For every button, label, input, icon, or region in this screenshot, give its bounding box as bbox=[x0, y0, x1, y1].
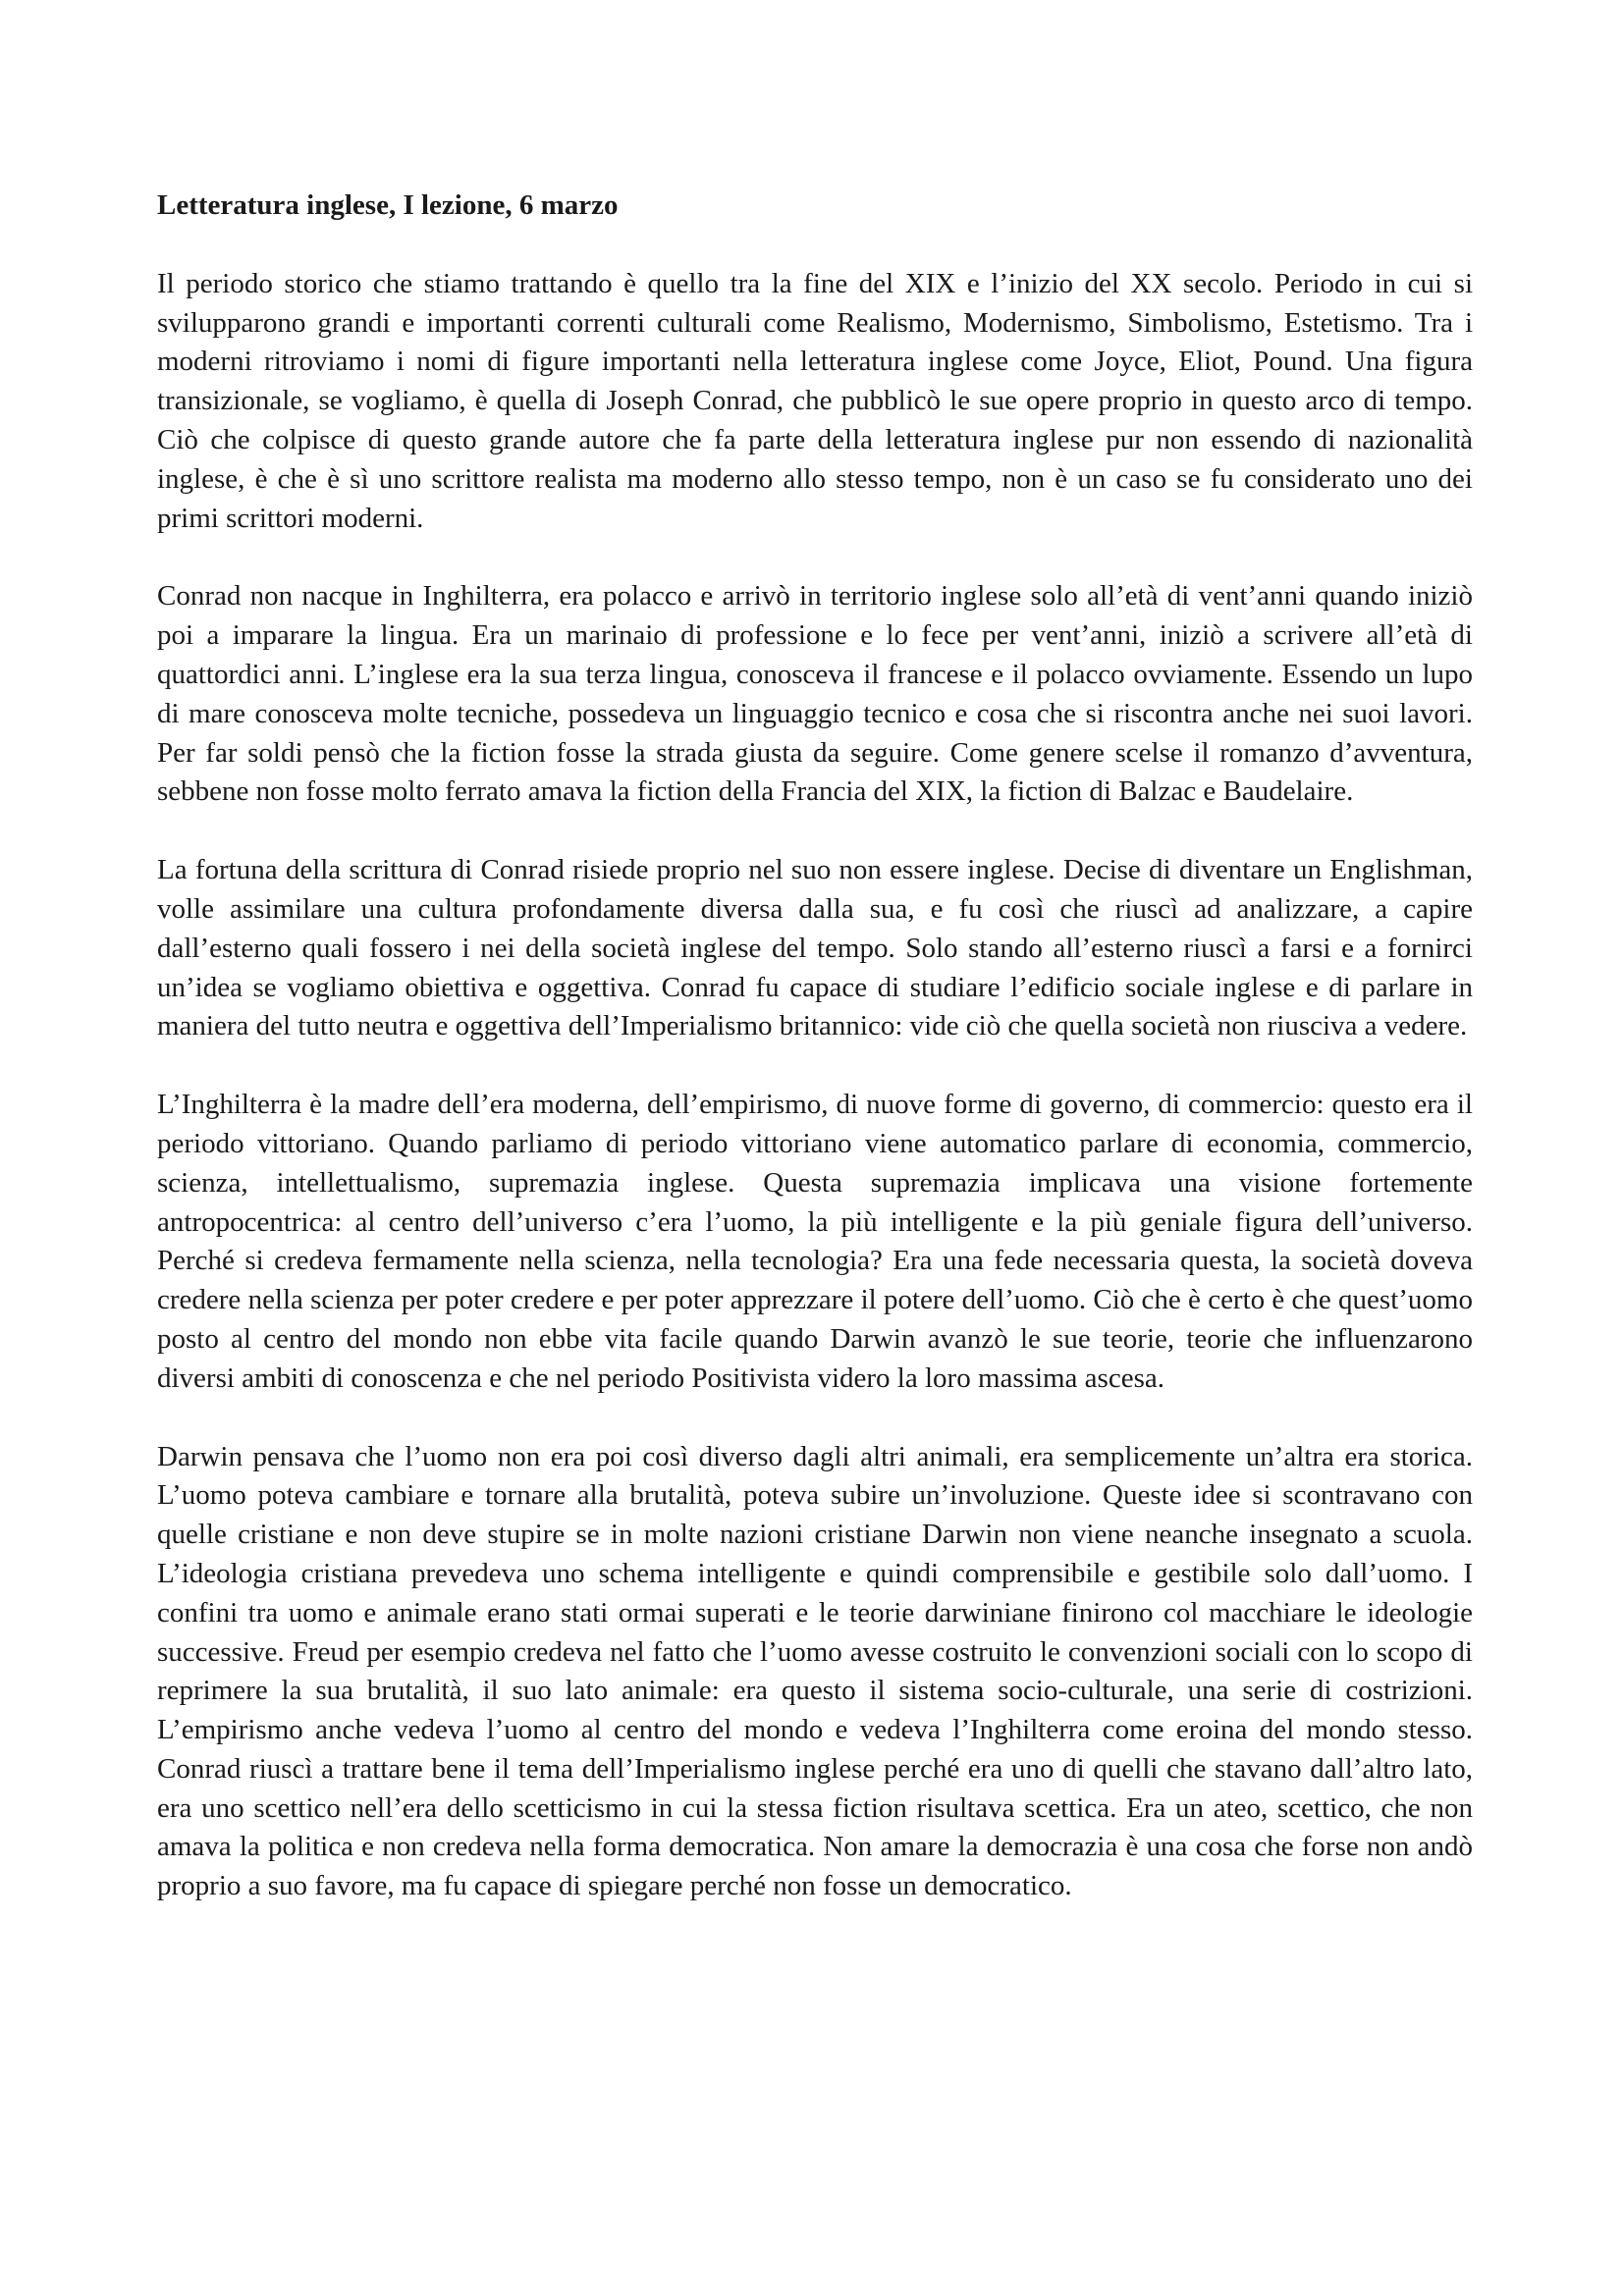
paragraph-2: Conrad non nacque in Inghilterra, era polacco e arrivò in territorio inglese solo all’età di vent’anni quando iniziò poi a imparare la lingua. Era un marinaio di professione e lo fece per vent’anni, iniziò a scrivere all’età di quattordici anni. L’inglese era la sua terza lingua, conosceva il francese e il polacco ovviamente. Essendo un lupo di mare conosceva molte tecniche, possedeva un linguaggio tecnico e cosa che si riscontra anche nei suoi lavori. Per far soldi pensò che la fiction fosse la strada giusta da seguire. Come genere scelse il romanzo d’avventura, sebbene non fosse molto ferrato amava la fiction della Francia del XIX, la fiction di Balzac e Baudelaire. bbox=[157, 580, 1473, 808]
paragraph-1: Il periodo storico che stiamo trattando è quello tra la fine del XIX e l’inizio del XX secolo. Periodo in cui si svilupparono grandi e importanti correnti culturali come Realismo, Modernismo, Simbolismo, Estetismo. Tra i moderni ritroviamo i nomi di figure importanti nella letteratura inglese come Joyce, Eliot, Pound. Una figura transizionale, se vogliamo, è quella di Joseph Conrad, che pubblicò le sue opere proprio in questo arco di tempo. Ciò che colpisce di questo grande autore che fa parte della letteratura inglese pur non essendo di nazionalità inglese, è che è sì uno scrittore realista ma moderno allo stesso tempo, non è un caso se fu considerato uno dei primi scrittori moderni. bbox=[157, 267, 1473, 534]
document-body bbox=[157, 187, 1473, 1946]
paragraph-3: La fortuna della scrittura di Conrad risiede proprio nel suo non essere inglese. Decise di diventare un Englishman, volle assimilare una cultura profondamente diversa dalla sua, e fu così che riuscì ad analizzare, a capire dall’esterno quali fossero i nei della società inglese del tempo. Solo stando all’esterno riuscì a farsi e a fornirci un’idea se vogliamo obiettiva e oggettiva. Conrad fu capace di studiare l’edificio sociale inglese e di parlare in maniera del tutto neutra e oggettiva dell’Imperialismo britannico: vide ciò che quella società non riusciva a vedere. bbox=[157, 854, 1473, 1042]
paragraph-5: Darwin pensava che l’uomo non era poi così diverso dagli altri animali, era semplicemente un’altra era storica. L’uomo poteva cambiare e tornare alla brutalità, poteva subire un’involuzione. Queste idee si scontravano con quelle cristiane e non deve stupire se in molte nazioni cristiane Darwin non viene neanche insegnato a scuola. L’ideologia cristiana prevedeva uno schema intelligente e quindi comprensibile e gestibile solo dall’uomo. I confini tra uomo e animale erano stati ormai superati e le teorie darwiniane finirono col macchiare le ideologie successive. Freud per esempio credeva nel fatto che l’uomo avesse costruito le convenzioni sociali con lo scopo di reprimere la sua brutalità, il suo lato animale: era questo il sistema socio-culturale, una serie di costrizioni. L’empirismo anche vedeva l’uomo al centro del mondo e vedeva l’Inghilterra come eroina del mondo stesso. Conrad riuscì a trattare bene il tema dell’Imperialismo inglese perché era uno di quelli che stavano dall’altro lato, era uno scettico nell’era dello scetticismo in cui la stessa fiction risultava scettica. Era un ateo, scettico, che non amava la politica e non credeva nella forma democratica. Non amare la democrazia è una cosa che forse non andò proprio a suo favore, ma fu capace di spiegare perché non fosse un democratico. bbox=[157, 1440, 1473, 1902]
document-title: Letteratura inglese, I lezione, 6 marzo bbox=[157, 189, 619, 221]
paragraph-4: L’Inghilterra è la madre dell’era moderna, dell’empirismo, di nuove forme di governo, di commercio: questo era il periodo vittoriano. Quando parliamo di periodo vittoriano viene automatico parlare di economia, commercio, scienza, intellettualismo, supremazia inglese. Questa supremazia implicava una visione fortemente antropocentrica: al centro dell’universo c’era l’uomo, la più intelligente e la più geniale figura dell’universo. Perché si credeva fermamente nella scienza, nella tecnologia? Era una fede necessaria questa, la società doveva credere nella scienza per poter credere e per poter apprezzare il potere dell’uomo. Ciò che è certo è che quest’uomo posto al centro del mondo non ebbe vita facile quando Darwin avanzò le sue teorie, teorie che influenzarono diversi ambiti di conoscenza e che nel periodo Positivista videro la loro massima ascesa. bbox=[157, 1089, 1473, 1394]
